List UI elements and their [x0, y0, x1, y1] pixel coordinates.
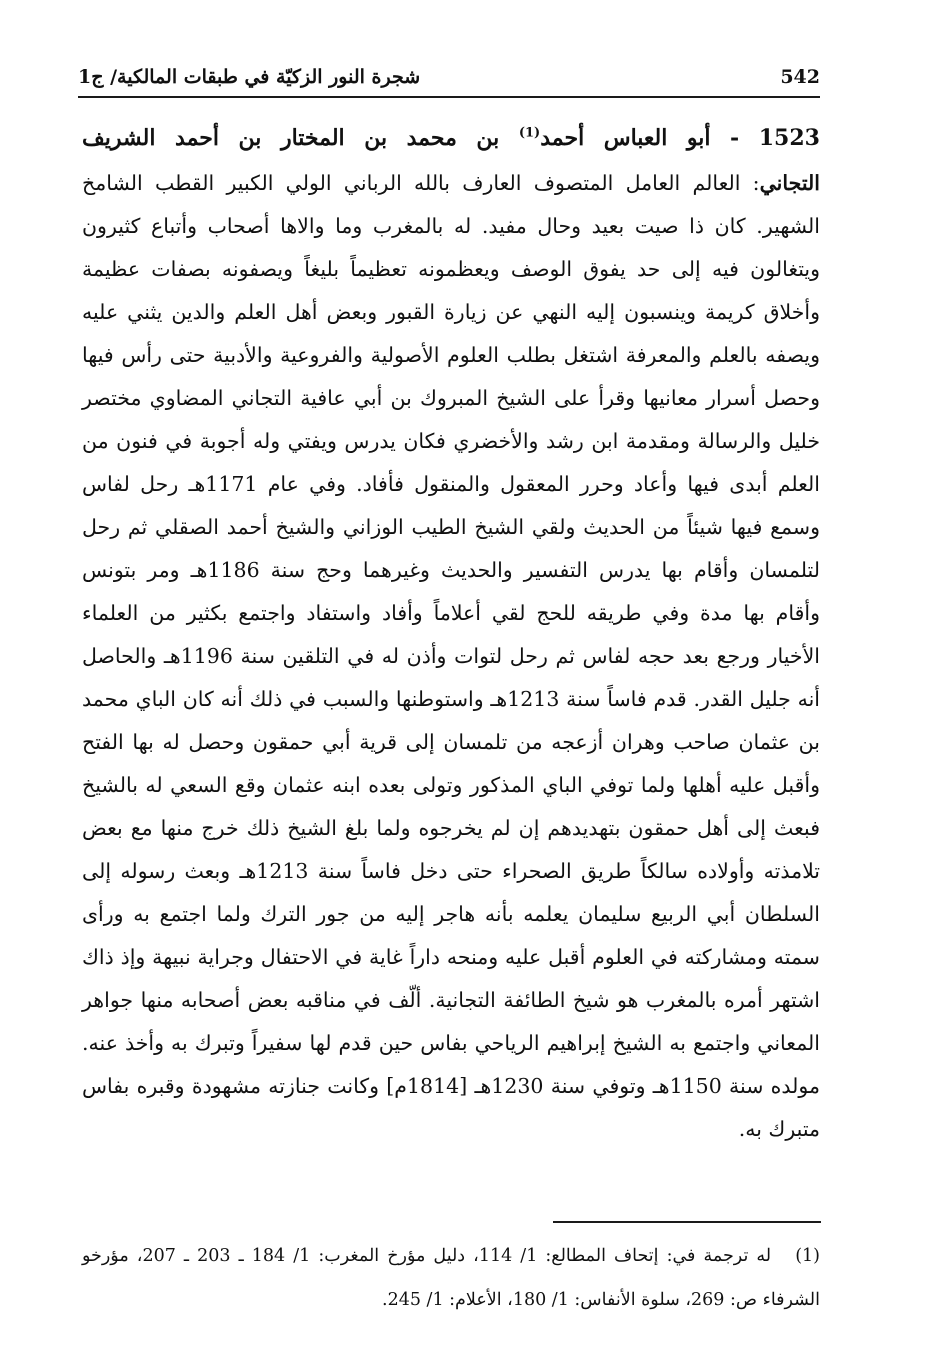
footnote-text: له ترجمة في: إتحاف المطالع: 1/ 114، دليل مؤرخ المغرب: 1/ 184 ـ 203 ـ 207، مؤرخو الشرفاء ص: 269، سلوة الأنفاس: 1/ 180، الأعلام: 1/ 245.	[82, 1246, 820, 1310]
page-header	[78, 62, 820, 98]
footnote-item	[82, 1234, 820, 1322]
main-content	[82, 115, 820, 1151]
footnote-reference: (1)	[518, 125, 541, 141]
footnote-marker: (1)	[795, 1246, 820, 1266]
entry-number: 1523	[758, 125, 820, 151]
entry-name-part2: بن محمد بن المختار بن أحمد الشريف	[82, 125, 500, 151]
entry-heading	[82, 115, 820, 162]
entry-body-text: : العالم العامل المتصوف العارف بالله الرباني الولي الكبير القطب الشامخ الشهير. كان ذا صيت بعيد وحال مفيد. له بالمغرب وما والاها أصحاب وأتباع كثيرون ويتغالون فيه إلى حد يفوق الوصف ويعظمونه تعظيماً بليغاً ويصفونه بصفات عظيمة وأخلاق كريمة وينسبون إليه النهي عن زيارة القبور وبعض أهل العلم والدين يثني عليه ويصفه بالعلم والمعرفة اشتغل بطلب العلوم الأصولية والفروعية والأدبية حتى رأس فيها وحصل أسرار معانيها وقرأ على الشيخ المبروك بن أبي عافية التجاني المضاوي مختصر خليل والرسالة ومقدمة ابن رشد والأخضري فكان يدرس ويفتي وله أجوبة في فنون من العلم أبدى فيها وأعاد وحرر المعقول والمنقول فأفاد. وفي عام 1171هـ رحل لفاس وسمع فيها شيئاً من الحديث ولقي الشيخ الطيب الوزاني والشيخ أحمد الصقلي ثم رحل لتلمسان وأقام بها يدرس التفسير والحديث وغيرهما وحج سنة 1186هـ ومر بتونس وأقام بها مدة وفي طريقه للحج لقي أعلاماً وأفاد واستفاد واجتمع بكثير من العلماء الأخيار ورجع بعد حجه لفاس ثم رحل لتوات وأذن له في التلقين سنة 1196هـ والحاصل أنه جليل القدر. قدم فاساً سنة 1213هـ واستوطنها والسبب في ذلك أنه كان الباي محمد بن عثمان صاحب وهران أزعجه من تلمسان إلى قرية أبي حمقون وحصل له بها الفتح وأقبل عليه أهلها ولما توفي الباي المذكور وتولى بعده ابنه عثمان وقع السعي له بالشيخ فبعث إلى أهل حمقون بتهديدهم إن لم يخرجوه ولما بلغ الشيخ ذلك خرج منها مع بعض تلامذته وأولاده سالكاً طريق الصحراء حتى دخل فاساً سنة 1213هـ وبعث رسوله إلى السلطان أبي الربيع سليمان يعلمه بأنه هاجر إليه من جور الترك ولما اجتمع به ورأى سمته ومشاركته في العلوم أقبل عليه ومنحه داراً غاية في الاحتفال وجراية نبيهة وإذ ذاك اشتهر أمره بالمغرب هو شيخ الطائفة التجانية. ألّف في مناقبه بعض أصحابه منها جواهر المعاني واجتمع به الشيخ إبراهيم الرياحي بفاس حين قدم لها سفيراً وتبرك به وأخذ عنه. مولده سنة 1150هـ وتوفي سنة 1230هـ [1814م] وكانت جنازته مشهودة وقبره بفاس متبرك به.	[82, 171, 821, 1141]
entry-separator: -	[730, 125, 740, 151]
footnotes	[82, 1234, 820, 1322]
entry-name-part1: أبو العباس أحمد	[540, 125, 711, 151]
running-title: شجرة النور الزكيّة في طبقات المالكية/ ج1	[78, 66, 421, 88]
entry-lead-word: التجاني	[759, 171, 820, 195]
footnote-divider	[553, 1221, 821, 1223]
page-number: 542	[780, 66, 820, 88]
entry-body	[82, 162, 820, 1151]
